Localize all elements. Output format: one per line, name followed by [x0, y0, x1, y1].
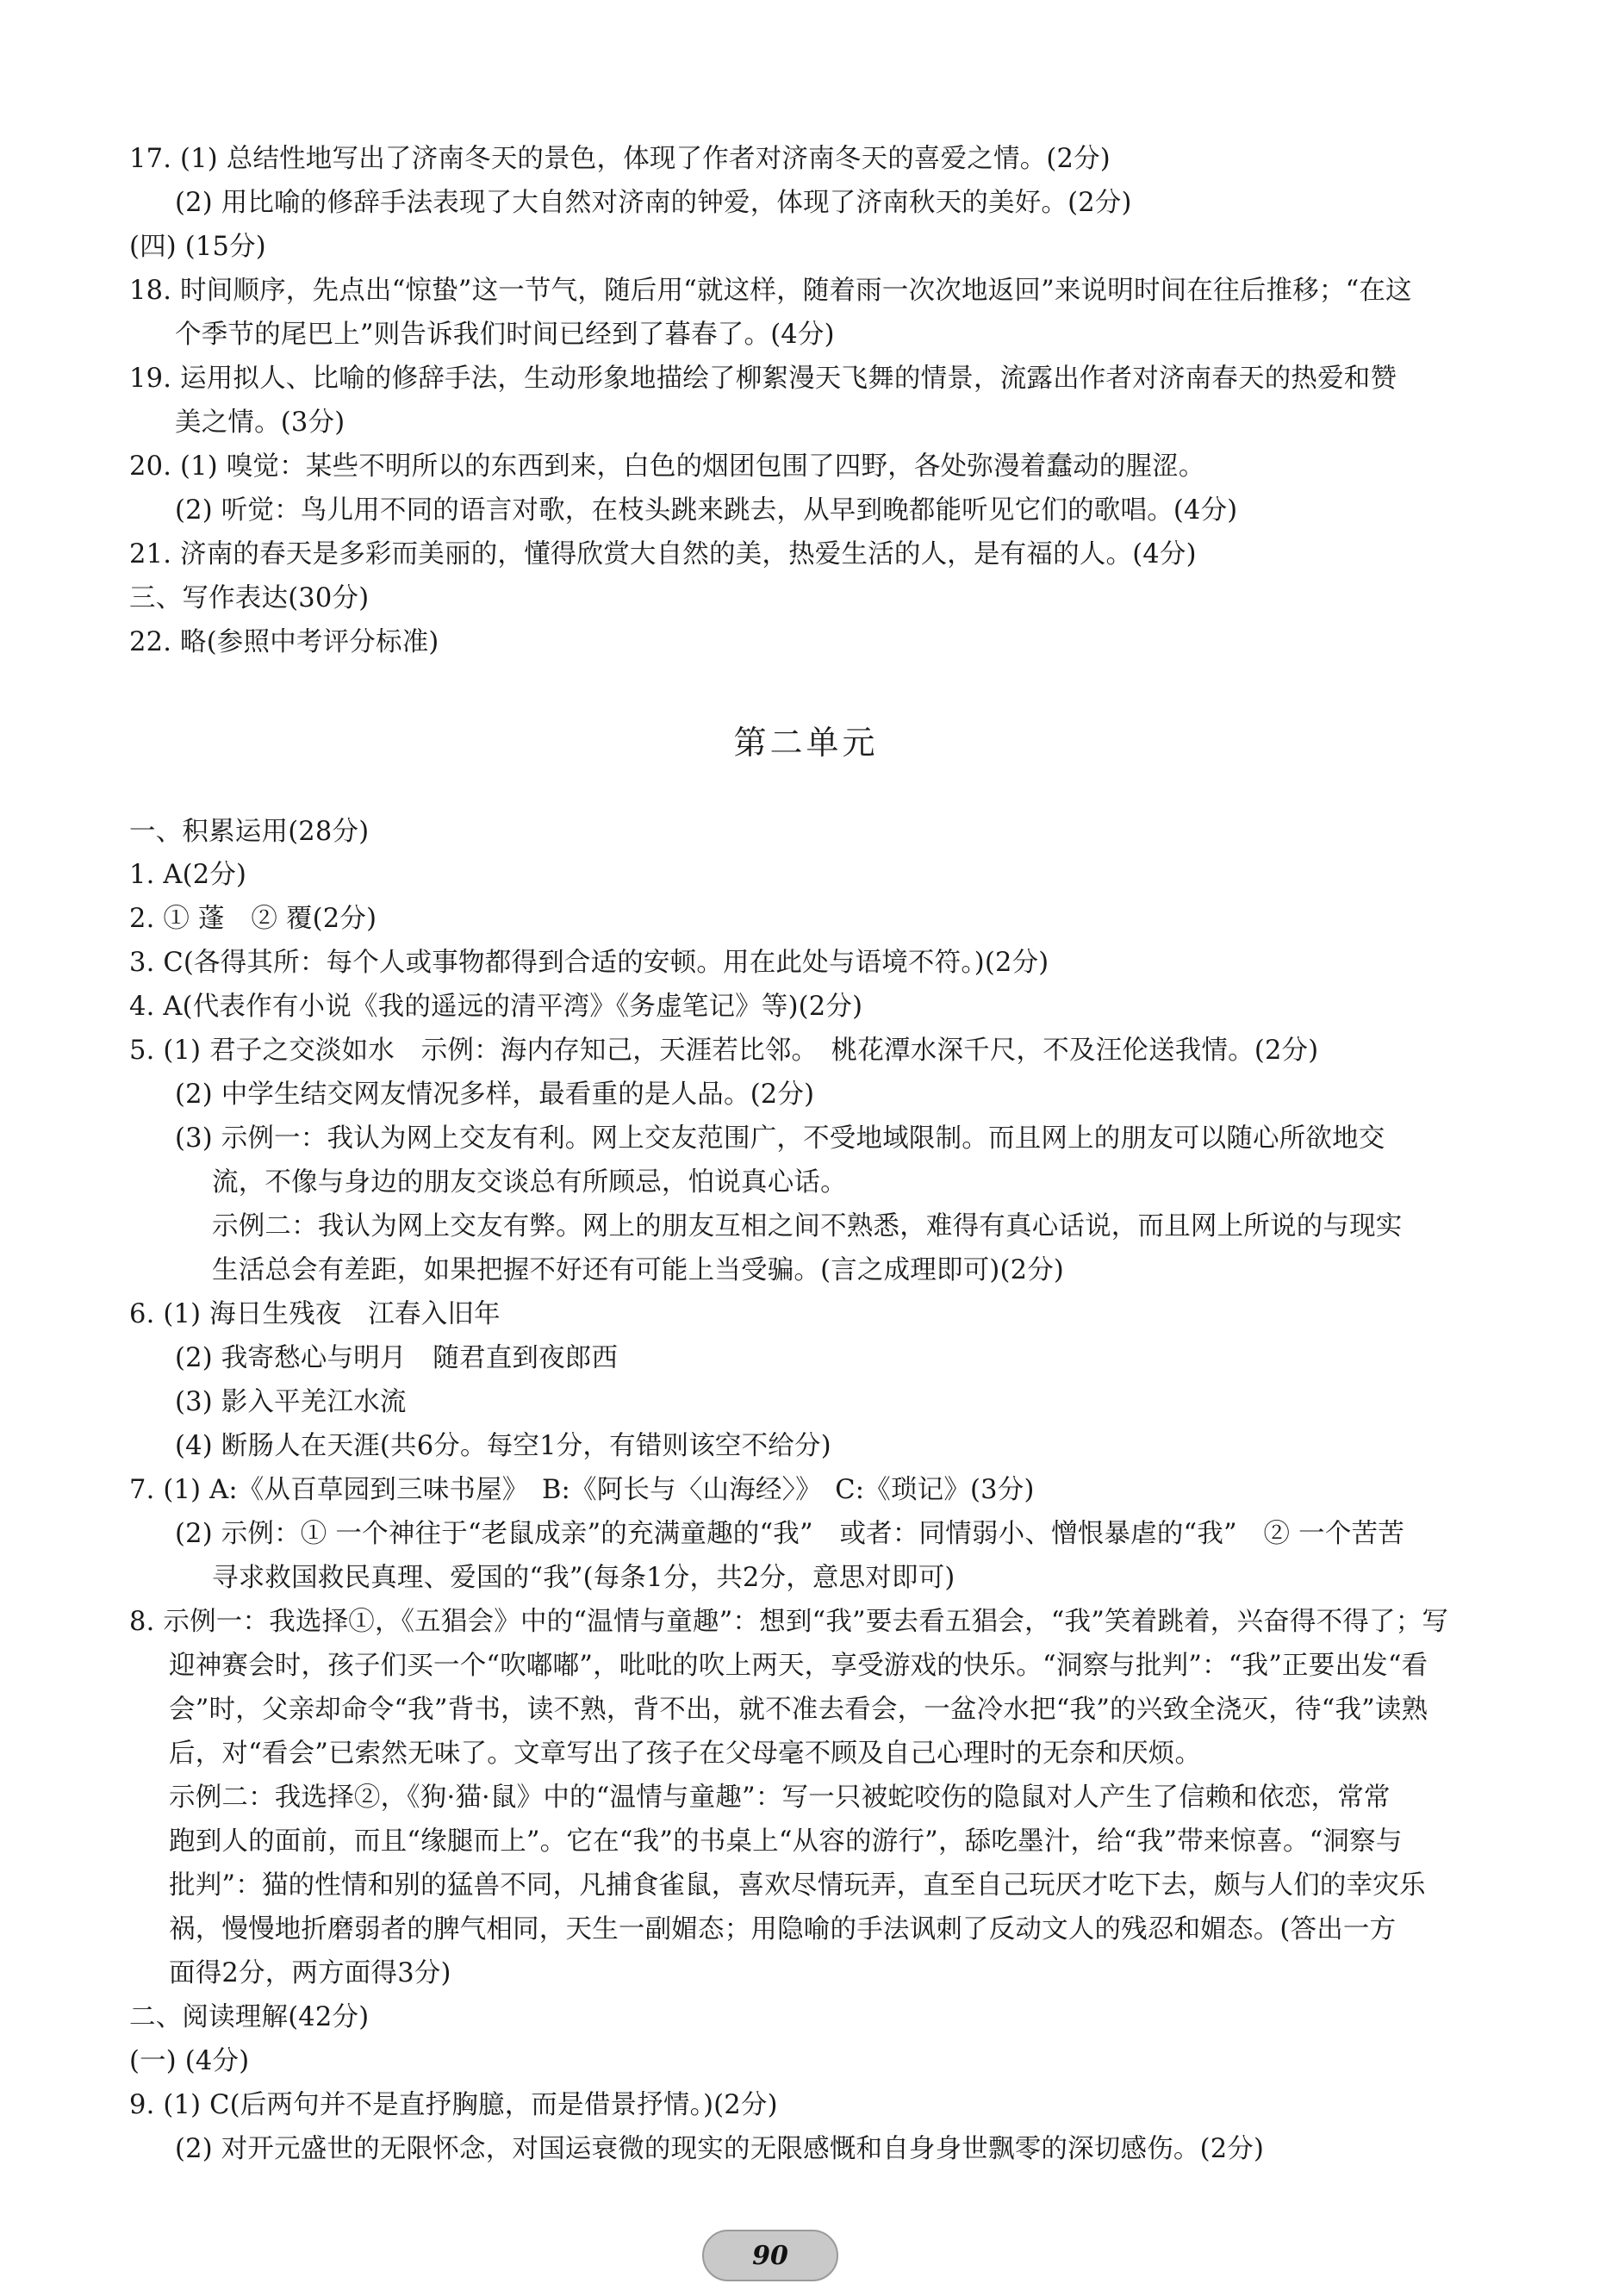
- answer-8-line-7: 批判”：猫的性情和别的猛兽不同，凡捕食雀鼠，喜欢尽情玩弄，直至自己玩厌才吃下去，颇与人们的幸灾乐: [169, 1870, 1426, 1901]
- answer-20-2: (2) 听觉：鸟儿用不同的语言对歌，在枝头跳来跳去，从早到晚都能听见它们的歌唱。(4分): [175, 495, 1238, 526]
- answer-18-line-2: 个季节的尾巴上”则告诉我们时间已经到了暮春了。(4分): [175, 320, 835, 350]
- answer-17-2: (2) 用比喻的修辞手法表现了大自然对济南的钟爱，体现了济南秋天的美好。(2分): [175, 188, 1132, 218]
- answer-8-line-4: 后，对“看会”已索然无味了。文章写出了孩子在父母毫不顾及自己心理时的无奈和厌烦。: [169, 1739, 1202, 1769]
- page-number: 90: [752, 2240, 788, 2271]
- answer-6-4: (4) 断肠人在天涯(共6分。每空1分，有错则该空不给分): [175, 1431, 831, 1461]
- answer-9-2: (2) 对开元盛世的无限怀念，对国运衰微的现实的无限感慨和自身身世飘零的深切感伤。(2分): [175, 2134, 1265, 2164]
- unit-heading: 第二单元: [733, 724, 879, 762]
- answer-9-1: 9. (1) C(后两句并不是直抒胸臆，而是借景抒情。)(2分): [129, 2090, 778, 2120]
- answer-5-2: (2) 中学生结交网友情况多样，最看重的是人品。(2分): [175, 1080, 815, 1110]
- section-3-heading: 三、写作表达(30分): [129, 583, 370, 613]
- answer-5-3-line-1: (3) 示例一：我认为网上交友有利。网上交友范围广，不受地域限制。而且网上的朋友可以随心所欲地交: [175, 1123, 1385, 1154]
- answer-7-2-line-2: 寻求救国救民真理、爱国的“我”(每条1分，共2分，意思对即可): [212, 1563, 955, 1593]
- answer-21: 21. 济南的春天是多彩而美丽的，懂得欣赏大自然的美，热爱生活的人，是有福的人。(4分): [129, 539, 1197, 569]
- answer-3: 3. C(各得其所：每个人或事物都得到合适的安顿。用在此处与语境不符。)(2分): [129, 948, 1049, 978]
- answer-8-line-2: 迎神赛会时，孩子们买一个“吹嘟嘟”，吡吡的吹上两天，享受游戏的快乐。“洞察与批判”：“我”正要出发“看: [169, 1651, 1428, 1681]
- answer-6-3: (3) 影入平羌江水流: [175, 1387, 407, 1417]
- subsection-1-heading: (一) (4分): [129, 2046, 250, 2076]
- answer-5-3-line-2: 流，不像与身边的朋友交谈总有所顾忌，怕说真心话。: [212, 1167, 847, 1198]
- answer-5-1: 5. (1) 君子之交淡如水 示例：海内存知己，天涯若比邻。 桃花潭水深千尺，不及汪伦送我情。(2分): [129, 1036, 1319, 1066]
- answer-8-line-1: 8. 示例一：我选择①，《五猖会》中的“温情与童趣”：想到“我”要去看五猖会，“我”笑着跳着，兴奋得不得了；写: [129, 1607, 1449, 1637]
- section-1-heading: 一、积累运用(28分): [129, 817, 370, 847]
- answer-20-1: 20. (1) 嗅觉：某些不明所以的东西到来，白色的烟团包围了四野，各处弥漫着蠢动的腥涩。: [129, 451, 1205, 482]
- page-number-badge: [702, 2230, 838, 2281]
- answer-8-line-6: 跑到人的面前，而且“缘腿而上”。它在“我”的书桌上“从容的游行”，舔吃墨汁，给“我”带来惊喜。“洞察与: [169, 1826, 1403, 1857]
- answer-18-line-1: 18. 时间顺序，先点出“惊蛰”这一节气，随后用“就这样，随着雨一次次地返回”来说明时间在往后推移；“在这: [129, 276, 1412, 306]
- answer-8-line-3: 会”时，父亲却命令“我”背书，读不熟，背不出，就不准去看会，一盆冷水把“我”的兴致全浇灭，待“我”读熟: [169, 1695, 1428, 1725]
- answer-5-3-line-3: 示例二：我认为网上交友有弊。网上的朋友互相之间不熟悉，难得有真心话说，而且网上所说的与现实: [212, 1211, 1403, 1241]
- answer-1: 1. A(2分): [129, 860, 247, 890]
- answer-7-1: 7. (1) A:《从百草园到三味书屋》 B:《阿长与〈山海经〉》 C:《琐记》(3分): [129, 1475, 1035, 1505]
- answer-22: 22. 略(参照中考评分标准): [129, 627, 439, 657]
- answer-8-line-9: 面得2分，两方面得3分): [169, 1958, 451, 1988]
- answer-4: 4. A(代表作有小说《我的遥远的清平湾》《务虚笔记》等)(2分): [129, 992, 863, 1022]
- answer-6-2: (2) 我寄愁心与明月 随君直到夜郎西: [175, 1343, 619, 1373]
- answer-2: 2. ① 蓬 ② 覆(2分): [129, 904, 377, 934]
- answer-8-line-5: 示例二：我选择②，《狗·猫·鼠》中的“温情与童趣”：写一只被蛇咬伤的隐鼠对人产生了信赖和依恋，常常: [169, 1783, 1391, 1813]
- answer-19-line-1: 19. 运用拟人、比喻的修辞手法，生动形象地描绘了柳絮漫天飞舞的情景，流露出作者对济南春天的热爱和赞: [129, 364, 1397, 394]
- section-4-heading: (四) (15分): [129, 232, 266, 262]
- answer-19-line-2: 美之情。(3分): [175, 408, 345, 438]
- answer-17-1: 17. (1) 总结性地写出了济南冬天的景色，体现了作者对济南冬天的喜爱之情。(2分): [129, 144, 1111, 174]
- answer-8-line-8: 祸，慢慢地折磨弱者的脾气相同，天生一副媚态；用隐喻的手法讽刺了反动文人的残忍和媚态。(答出一方: [169, 1914, 1397, 1944]
- answer-7-2-line-1: (2) 示例：① 一个神往于“老鼠成亲”的充满童趣的“我” 或者：同情弱小、憎恨暴虐的“我” ② 一个苦苦: [175, 1519, 1404, 1549]
- answer-5-3-line-4: 生活总会有差距，如果把握不好还有可能上当受骗。(言之成理即可)(2分): [212, 1255, 1064, 1285]
- answer-6-1: 6. (1) 海日生残夜 江春入旧年: [129, 1299, 501, 1329]
- section-2-heading: 二、阅读理解(42分): [129, 2002, 370, 2032]
